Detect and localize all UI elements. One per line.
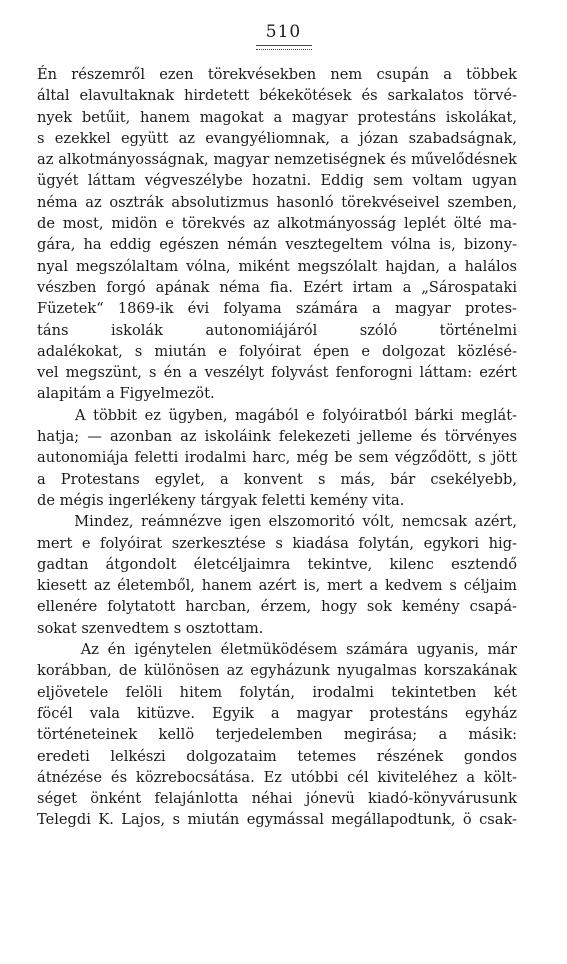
- text-line: sokat szenvedtem s osztottam.: [37, 619, 264, 637]
- text-line: eljövetele felöli hitem folytán, irodalmi tekintetben két: [37, 683, 517, 701]
- text-line: táns iskolák autonomiájáról szóló történelmi: [37, 321, 517, 339]
- text-line: a Protestans egylet, a konvent s más, bár csekélyebb,: [37, 470, 517, 488]
- text-line: Telegdi K. Lajos, s miután egymással megállapodtunk, ö csak-: [37, 811, 517, 829]
- text-line: vel megszünt, s én a veszélyt folyvást fenforogni láttam: ezért: [37, 364, 517, 382]
- text-line: hatja; — azonban az iskoláink felekezeti jelleme és törvényes: [37, 428, 517, 446]
- text-line: adalékokat, s miután e folyóirat épen e dolgozat közlésé-: [37, 342, 517, 360]
- text-line: eredeti lelkészi dolgozataim tetemes részének gondos: [37, 747, 517, 765]
- text-line: nyek betűit, hanem magokat a magyar protestáns iskolákat,: [37, 108, 517, 126]
- text-line: nyal megszólaltam vólna, miként megszólalt hajdan, a halálos: [37, 257, 517, 275]
- text-line: Az én igénytelen életmüködésem számára ugyanis, már: [37, 641, 517, 659]
- page-number: 510: [265, 22, 302, 42]
- text-line: az alkotmányosságnak, magyar nemzetiségnek és művelődésnek: [37, 151, 517, 169]
- text-line: de most, midön e törekvés az alkotmányosság leplét ölté ma-: [37, 215, 517, 233]
- text-line: kiesett az életemből, hanem azért is, mert a kedvem s céljaim: [37, 577, 517, 595]
- text-line: vészben forgó apának néma fia. Ezért irtam a „Sárospataki: [37, 278, 517, 296]
- text-line: ügyét láttam végveszélybe hozatni. Eddig sem voltam ugyan: [37, 172, 517, 190]
- text-line: gadtan átgondolt életcéljaimra tekintve, kilenc esztendő: [37, 555, 517, 573]
- text-line: Füzetek“ 1869-ik évi folyama számára a magyar protes-: [37, 300, 517, 318]
- text-line: gára, ha eddig egészen némán vesztegeltem vólna is, bizony-: [37, 236, 517, 254]
- text-line: ellenére folytatott harcban, érzem, hogy sok kemény csapá-: [37, 598, 517, 616]
- text-line: átnézése és közrebocsátása. Ez utóbbi cél kiviteléhez a költ-: [37, 768, 517, 786]
- text-line: korábban, de különösen az egyházunk nyugalmas korszakának: [37, 662, 517, 680]
- body-text: [37, 64, 517, 831]
- text-line: autonomiája feletti irodalmi harc, még be sem végződött, s jött: [37, 449, 517, 467]
- text-line: által elavultaknak hirdetett békekötések és sarkalatos törvé-: [37, 87, 517, 105]
- text-line: de mégis ingerlékeny tárgyak feletti kemény vita.: [37, 491, 405, 509]
- text-line: séget önként felajánlotta néhai jónevü kiadó-könyvárusunk: [37, 790, 517, 808]
- text-line: mert e folyóirat szerkesztése s kiadása folytán, egykori hig-: [37, 534, 517, 552]
- header-ornament-rule: [256, 45, 312, 50]
- text-line: történeteinek kellö terjedelemben megirása; a másik:: [37, 726, 517, 744]
- text-line: föcél vala kitüzve. Egyik a magyar protestáns egyház: [37, 704, 517, 722]
- text-line: s ezekkel együtt az evangyéliomnak, a józan szabadságnak,: [37, 129, 517, 147]
- text-line: alapitám a Figyelmezöt.: [37, 385, 215, 403]
- text-line: A többit ez ügyben, magából e folyóiratból bárki meglát-: [37, 406, 517, 424]
- text-line: néma az osztrák absolutizmus hasonló törekvéseivel szemben,: [37, 193, 517, 211]
- text-line: Én részemről ezen törekvésekben nem csupán a többek: [37, 66, 517, 83]
- page-header: [0, 22, 567, 50]
- text-line: Mindez, reámnézve igen elszomoritó vólt, nemcsak azért,: [37, 513, 517, 531]
